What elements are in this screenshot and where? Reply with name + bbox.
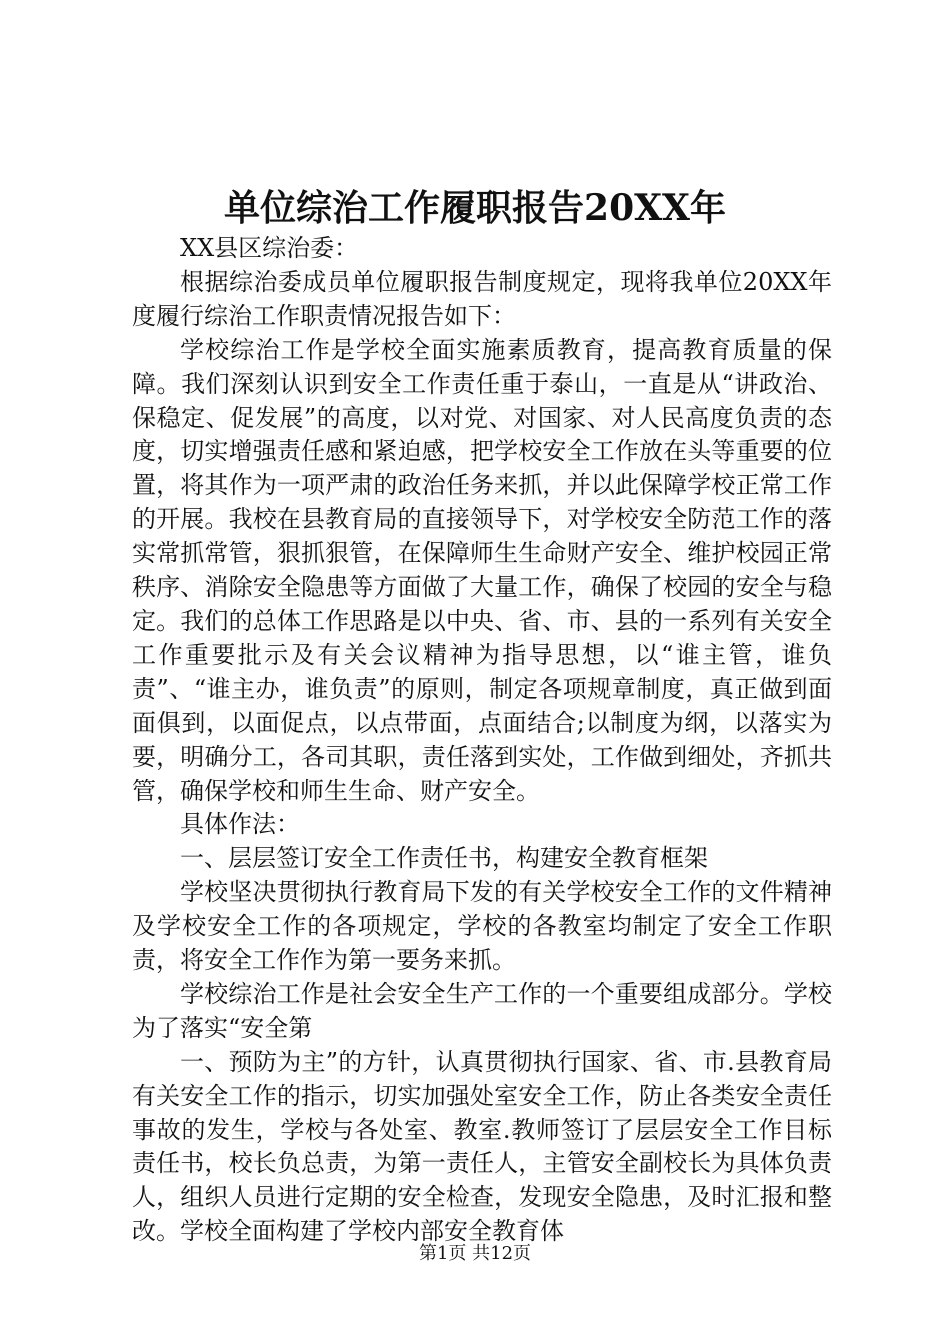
paragraph-section-1: 学校坚决贯彻执行教育局下发的有关学校安全工作的文件精神及学校安全工作的各项规定，学校的各教室均制定了安全工作职责，将安全工作作为第一要务来抓。 — [132, 878, 832, 975]
paragraph-prevention: 一、预防为主”的方针，认真贯彻执行国家、省、市.县教育局有关安全工作的指示，切实加强处室安全工作，防止各类安全责任事故的发生，学校与各处室、教室.教师签订了层层安全工作目标责任书，校长负总责，为第一责任人，主管安全副校长为具体负责人，组织人员进行定期的安全检查，发现安全隐患，及时汇报和整改。学校全面构建了学校内部安全教育体 — [132, 1047, 832, 1246]
paragraph-salutation: XX县区综治委： — [180, 234, 359, 262]
paragraph-safety-part: 学校综治工作是社会安全生产工作的一个重要组成部分。学校为了落实“安全第 — [132, 979, 832, 1042]
paragraph-methods-heading: 具体作法： — [180, 810, 300, 839]
section-heading-1: 一、层层签订安全工作责任书，构建安全教育框架 — [180, 844, 708, 873]
document-title: 单位综治工作履职报告20XX年 — [224, 187, 726, 229]
paragraph-overview: 学校综治工作是学校全面实施素质教育，提高教育质量的保障。我们深刻认识到安全工作责任重于泰山，一直是从“讲政治、保稳定、促发展”的高度，以对党、对国家、对人民高度负责的态度，切实增强责任感和紧迫感，把学校安全工作放在头等重要的位置，将其作为一项严肃的政治任务来抓，并以此保障学校正常工作的开展。我校在县教育局的直接领导下，对学校安全防范工作的落实常抓常管，狠抓狠管，在保障师生生命财产安全、维护校园正常秩序、消除安全隐患等方面做了大量工作，确保了校园的安全与稳定。我们的总体工作思路是以中央、省、市、县的一系列有关安全工作重要批示及有关会议精神为指导思想，以“谁主管，谁负责”、“谁主办，谁负责”的原则，制定各项规章制度，真正做到面面俱到，以面促点，以点带面，点面结合;以制度为纲，以落实为要，明确分工，各司其职，责任落到实处，工作做到细处，齐抓共管，确保学校和师生生命、财产安全。 — [132, 335, 832, 805]
document-body — [132, 232, 832, 1249]
paragraph-intro: 根据综治委成员单位履职报告制度规定，现将我单位20XX年度履行综治工作职责情况报告如下： — [132, 267, 832, 330]
page-number: 第1页 共12页 — [418, 1243, 532, 1264]
